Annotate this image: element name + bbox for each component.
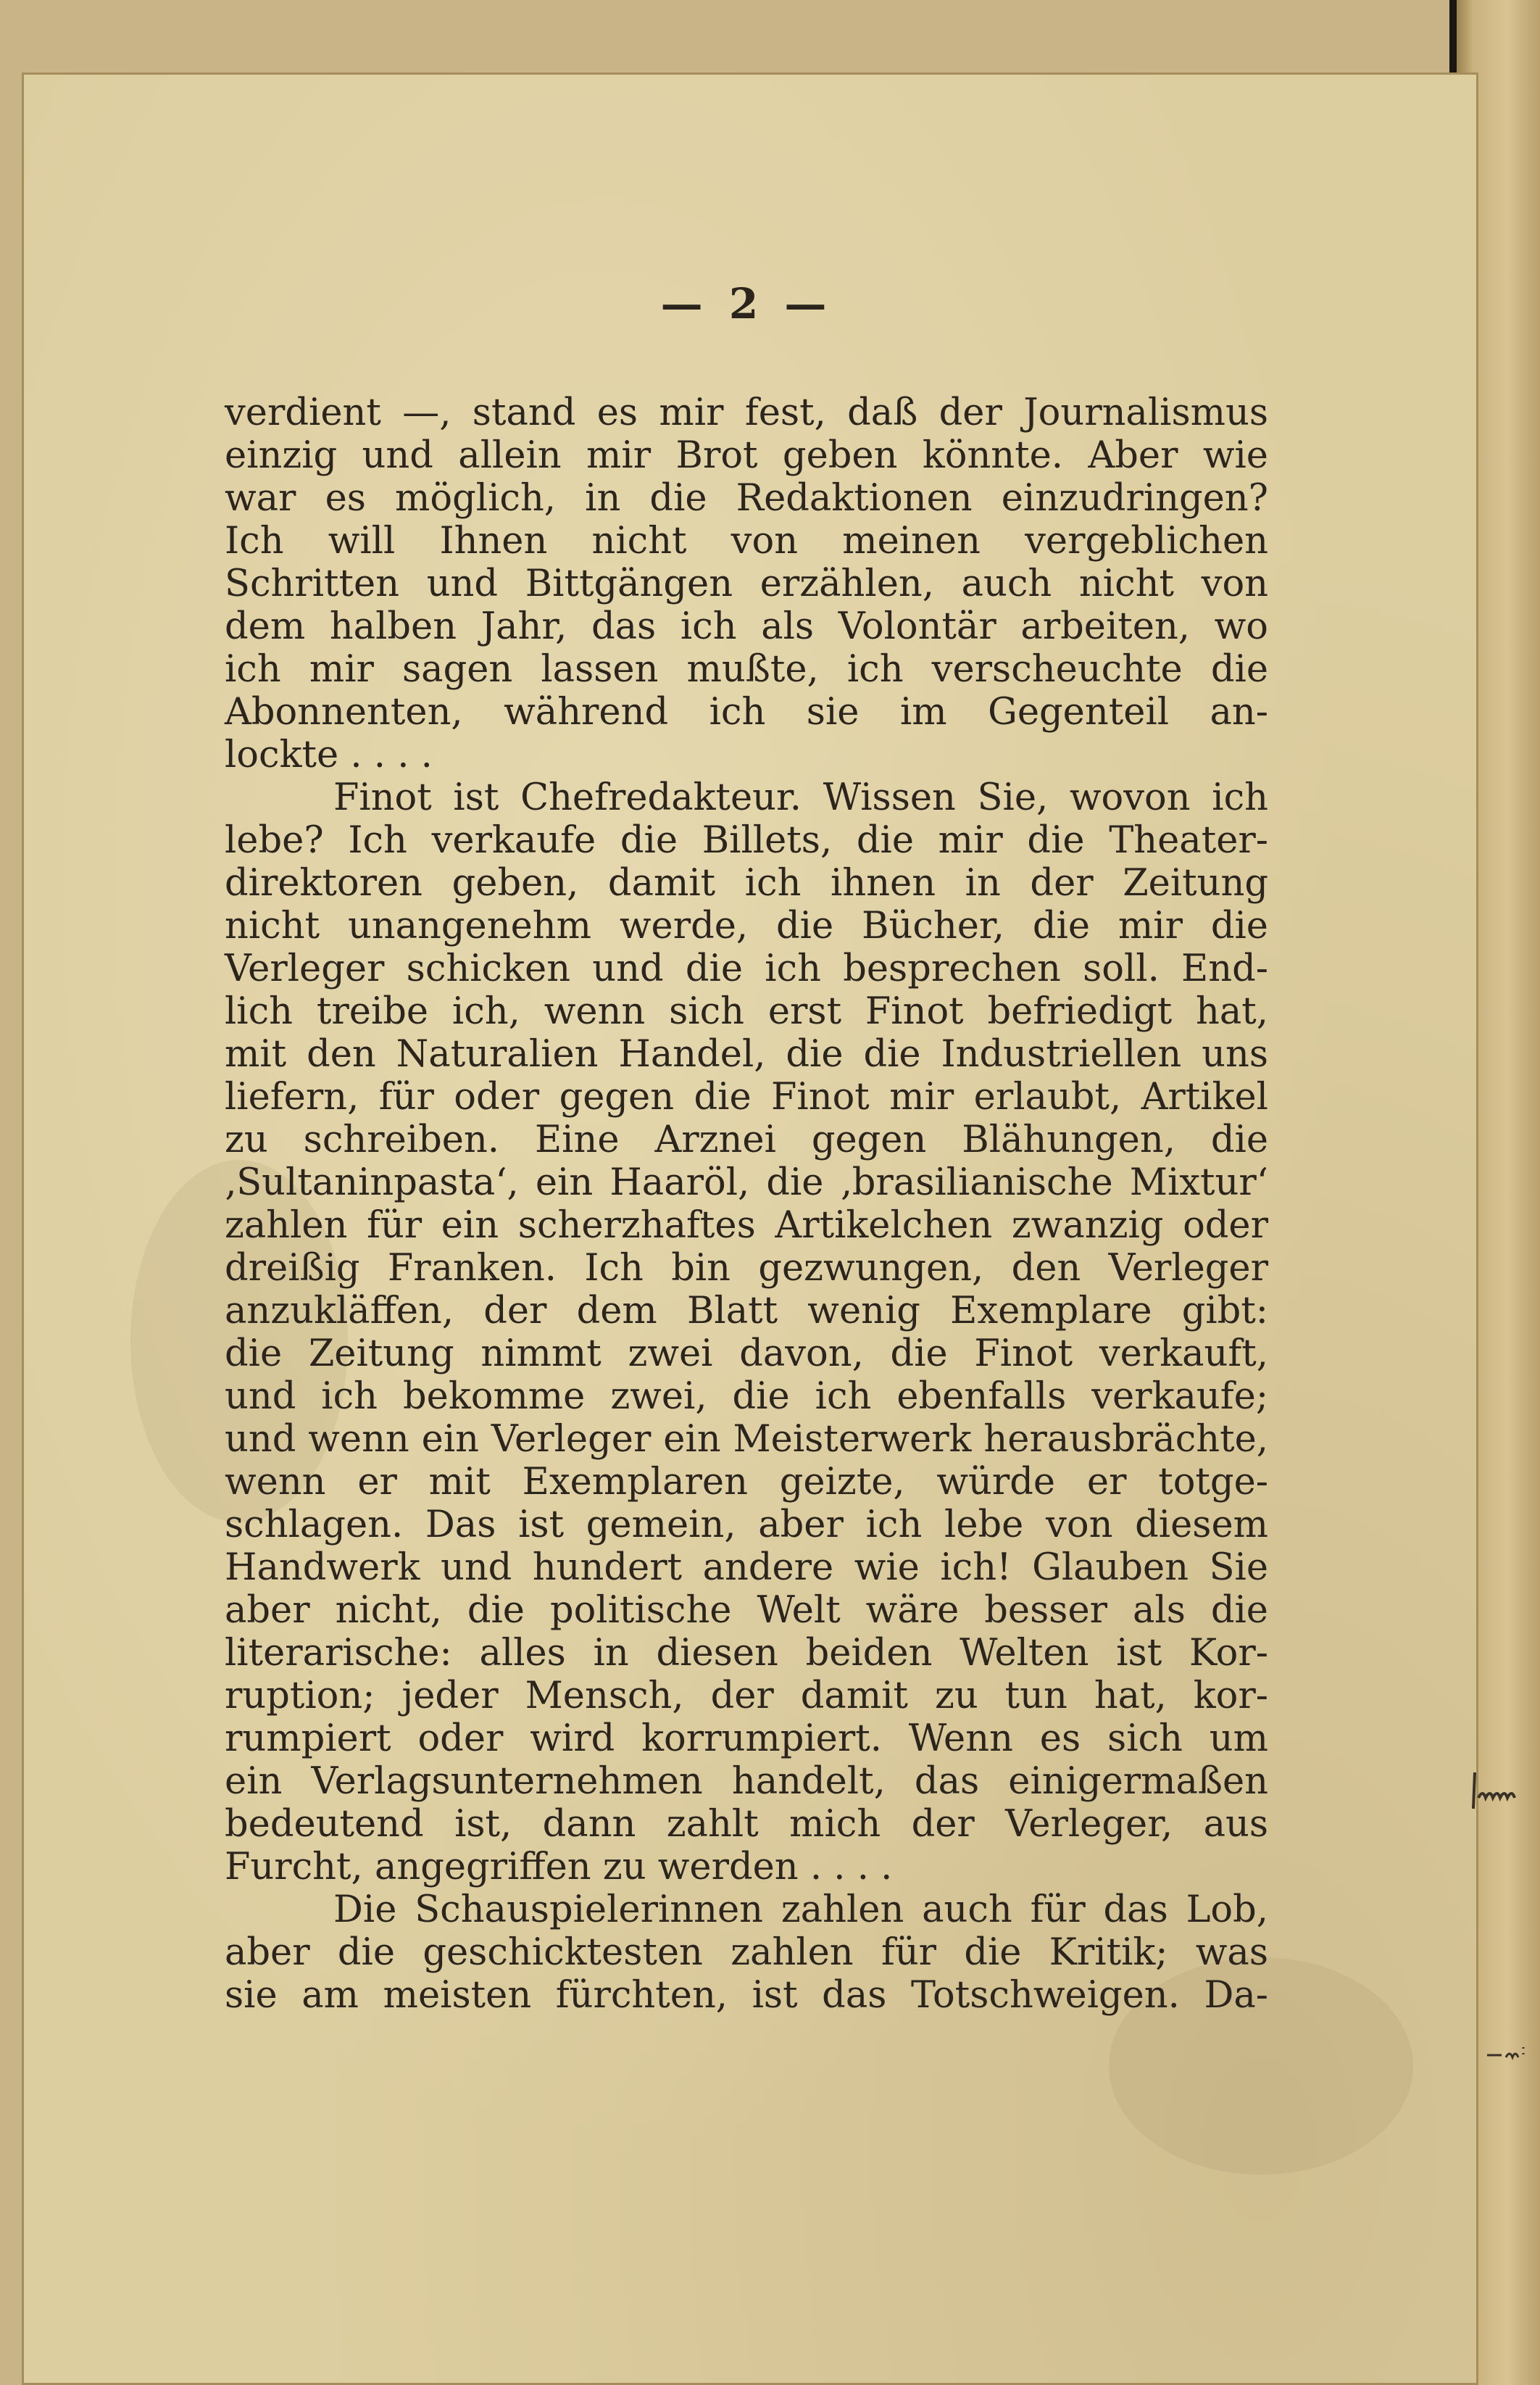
text-line: lebe? Ich verkaufe die Billets, die mir die Theater- [225,819,1268,862]
text-line: Furcht, angegriffen zu werden . . . . [225,1846,893,1888]
text-line: Ich will Ihnen nicht von meinen vergeblichen [225,520,1268,563]
text-line: und wenn ein Verleger ein Meisterwerk herausbrächte, [225,1418,1268,1461]
text-line: zahlen für ein scherzhaftes Artikelchen zwanzig oder [225,1204,1268,1247]
text-line: die Zeitung nimmt zwei davon, die Finot verkauft, [225,1332,1268,1375]
text-line: schlagen. Das ist gemein, aber ich lebe von diesem [225,1503,1268,1546]
text-line: dreißig Franken. Ich bin gezwungen, den Verleger [225,1247,1268,1290]
body-text [225,391,1268,2017]
text-line: wenn er mit Exemplaren geizte, würde er totge- [225,1461,1268,1503]
text-line: verdient —, stand es mir fest, daß der Journalismus [225,391,1268,434]
text-line: war es möglich, in die Redaktionen einzudringen? [225,477,1268,520]
text-line: zu schreiben. Eine Arznei gegen Blähungen, die [225,1119,1268,1161]
text-line: liefern, für oder gegen die Finot mir erlaubt, Artikel [225,1076,1268,1119]
text-line: Handwerk und hundert andere wie ich! Glauben Sie [225,1546,1268,1589]
text-line: literarische: alles in diesen beiden Welten ist Kor- [225,1632,1268,1675]
text-line: rumpiert oder wird korrumpiert. Wenn es sich um [225,1717,1268,1760]
text-line: bedeutend ist, dann zahlt mich der Verleger, aus [225,1803,1268,1846]
handwritten-margin-mark [1486,2037,1536,2066]
text-line: aber nicht, die politische Welt wäre besser als die [225,1589,1268,1632]
page-number: — 2 — [660,279,833,328]
text-line: nicht unangenehm werde, die Bücher, die mir die [225,905,1268,947]
text-line: ruption; jeder Mensch, der damit zu tun hat, kor- [225,1675,1268,1717]
text-line: sie am meisten fürchten, ist das Totschweigen. Da- [225,1974,1268,2017]
text-line: mit den Naturalien Handel, die die Industriellen uns [225,1033,1268,1076]
text-line: einzig und allein mir Brot geben könnte. Aber wie [225,434,1268,477]
text-line: und ich bekomme zwei, die ich ebenfalls verkaufe; [225,1375,1268,1418]
text-line: ich mir sagen lassen mußte, ich verscheuchte die [225,648,1268,691]
text-line: Verleger schicken und die ich besprechen soll. End- [225,947,1268,990]
handwritten-margin-mark [1471,1769,1529,1812]
text-line: direktoren geben, damit ich ihnen in der Zeitung [225,862,1268,905]
text-line: lich treibe ich, wenn sich erst Finot befriedigt hat, [225,990,1268,1033]
text-line: ein Verlagsunternehmen handelt, das einigermaßen [225,1760,1268,1803]
text-line: Schritten und Bittgängen erzählen, auch nicht von [225,563,1268,605]
text-line: dem halben Jahr, das ich als Volontär arbeiten, wo [225,605,1268,648]
text-line: ‚Sultaninpasta‘, ein Haaröl, die ‚brasilianische Mixtur‘ [225,1161,1268,1204]
text-line: Finot ist Chefredakteur. Wissen Sie, wovon ich [333,776,1268,819]
text-line: lockte . . . . [225,734,433,776]
text-line: Die Schauspielerinnen zahlen auch für das Lob, [333,1888,1268,1931]
text-line: aber die geschicktesten zahlen für die Kritik; was [225,1931,1268,1974]
text-line: anzukläffen, der dem Blatt wenig Exemplare gibt: [225,1290,1268,1332]
text-line: Abonnenten, während ich sie im Gegenteil an- [225,691,1268,734]
